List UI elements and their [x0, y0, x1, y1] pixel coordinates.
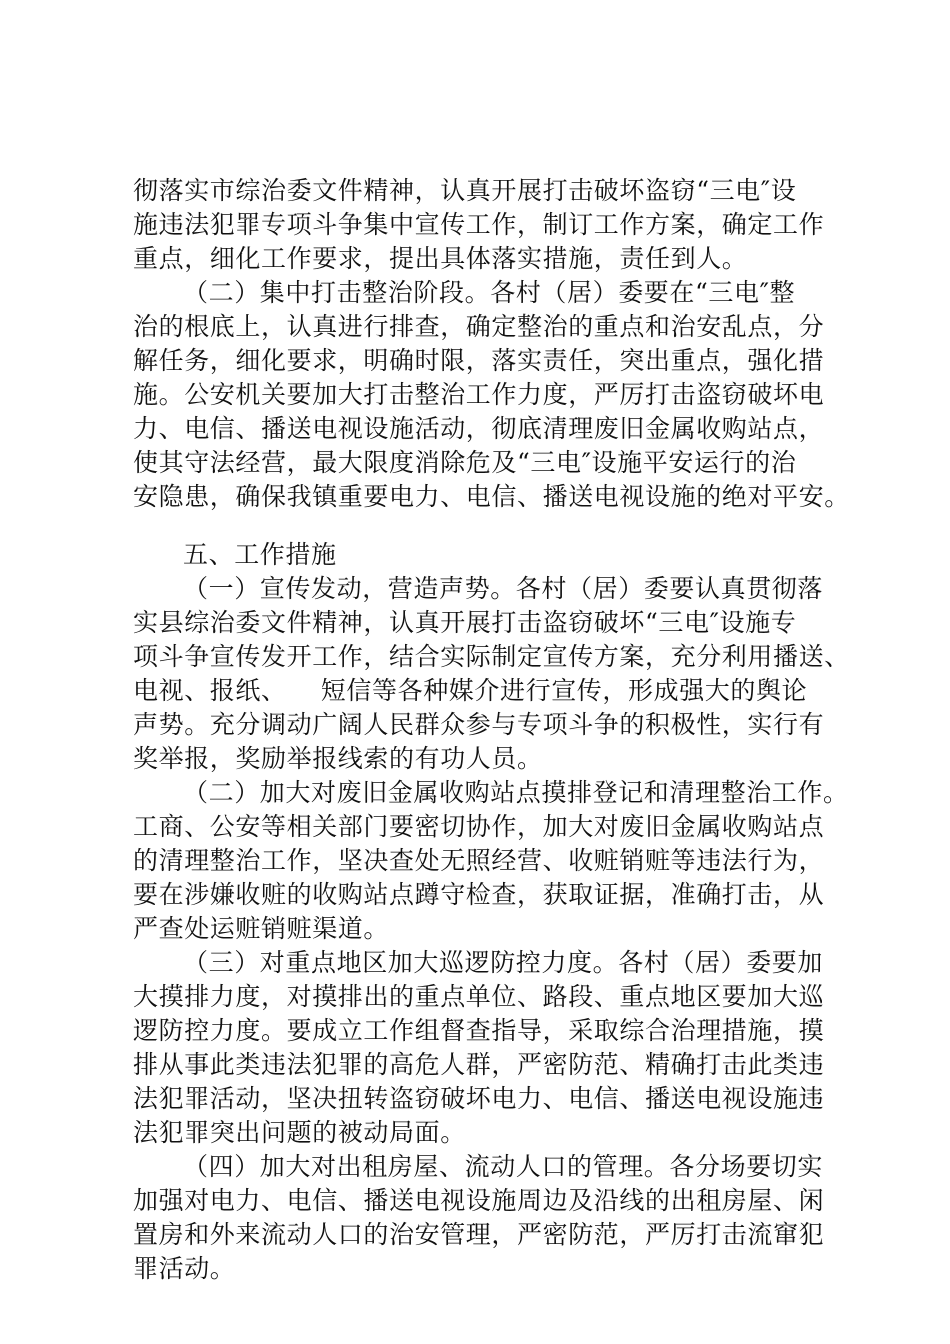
paragraph-line: 声势。充分调动广阔人民群众参与专项斗争的积极性，实行有 — [133, 710, 825, 739]
paragraph-line: 彻落实市综治委文件精神，认真开展打击破坏盗窃“三电″设 — [133, 176, 797, 205]
paragraph-line: 加强对电力、电信、播送电视设施周边及沿线的出租房屋、闲 — [133, 1186, 825, 1215]
paragraph-line: 逻防控力度。要成立工作组督查指导，采取综合治理措施，摸 — [133, 1016, 825, 1045]
paragraph-line: 排从事此类违法犯罪的高危人群，严密防范、精确打击此类违 — [133, 1050, 825, 1079]
paragraph-line: 奖举报，奖励举报线索的有功人员。 — [133, 744, 543, 773]
paragraph-line: 施违法犯罪专项斗争集中宣传工作，制订工作方案，确定工作 — [133, 210, 825, 239]
paragraph-line: 电视、报纸、 短信等各种媒介进行宣传，形成强大的舆论 — [133, 676, 808, 705]
paragraph-line: 项斗争宣传发开工作，结合实际制定宣传方案，充分利用播送、 — [133, 642, 850, 671]
paragraph-line: 重点，细化工作要求，提出具体落实措施，责任到人。 — [133, 244, 748, 273]
paragraph-line: 的清理整治工作，坚决查处无照经营、收赃销赃等违法行为， — [133, 846, 825, 875]
paragraph-line: 实县综治委文件精神，认真开展打击盗窃破坏“三电″设施专 — [133, 608, 797, 637]
paragraph-line: 安隐患，确保我镇重要电力、电信、播送电视设施的绝对平安。 — [133, 482, 850, 511]
paragraph-line: 要在涉嫌收赃的收购站点蹲守检查，获取证据，准确打击，从 — [133, 880, 825, 909]
paragraph-line: 法犯罪活动，坚决扭转盗窃破坏电力、电信、播送电视设施违 — [133, 1084, 825, 1113]
paragraph-line: （四）加大对出租房屋、流动人口的管理。各分场要切实 — [183, 1152, 824, 1181]
paragraph-line: 罪活动。 — [133, 1254, 236, 1283]
paragraph-line: 施。公安机关要加大打击整治工作力度，严厉打击盗窃破坏电 — [133, 380, 825, 409]
paragraph-line: 解任务，细化要求，明确时限，落实责任，突出重点，强化措 — [133, 346, 825, 375]
paragraph-line: （二）加大对废旧金属收购站点摸排登记和清理整治工作。 — [183, 778, 849, 807]
paragraph-line: 置房和外来流动人口的治安管理，严密防范，严厉打击流窜犯 — [133, 1220, 825, 1249]
section-heading: 五、工作措施 — [183, 540, 337, 569]
paragraph-line: 使其守法经营，最大限度消除危及“三电″设施平安运行的治 — [133, 448, 797, 477]
paragraph-line: （一）宣传发动，营造声势。各村（居）委要认真贯彻落 — [183, 574, 824, 603]
paragraph-line: （二）集中打击整治阶段。各村（居）委要在“三电″整 — [183, 278, 796, 307]
paragraph-line: 法犯罪突出问题的被动局面。 — [133, 1118, 466, 1147]
paragraph-line: 力、电信、播送电视设施活动，彻底清理废旧金属收购站点， — [133, 414, 825, 443]
paragraph-line: 严查处运赃销赃渠道。 — [133, 914, 390, 943]
paragraph-line: 大摸排力度，对摸排出的重点单位、路段、重点地区要加大巡 — [133, 982, 825, 1011]
paragraph-line: 工商、公安等相关部门要密切协作，加大对废旧金属收购站点 — [133, 812, 825, 841]
paragraph-line: 治的根底上，认真进行排查，确定整治的重点和治安乱点，分 — [133, 312, 825, 341]
paragraph-line: （三）对重点地区加大巡逻防控力度。各村（居）委要加 — [183, 948, 824, 977]
